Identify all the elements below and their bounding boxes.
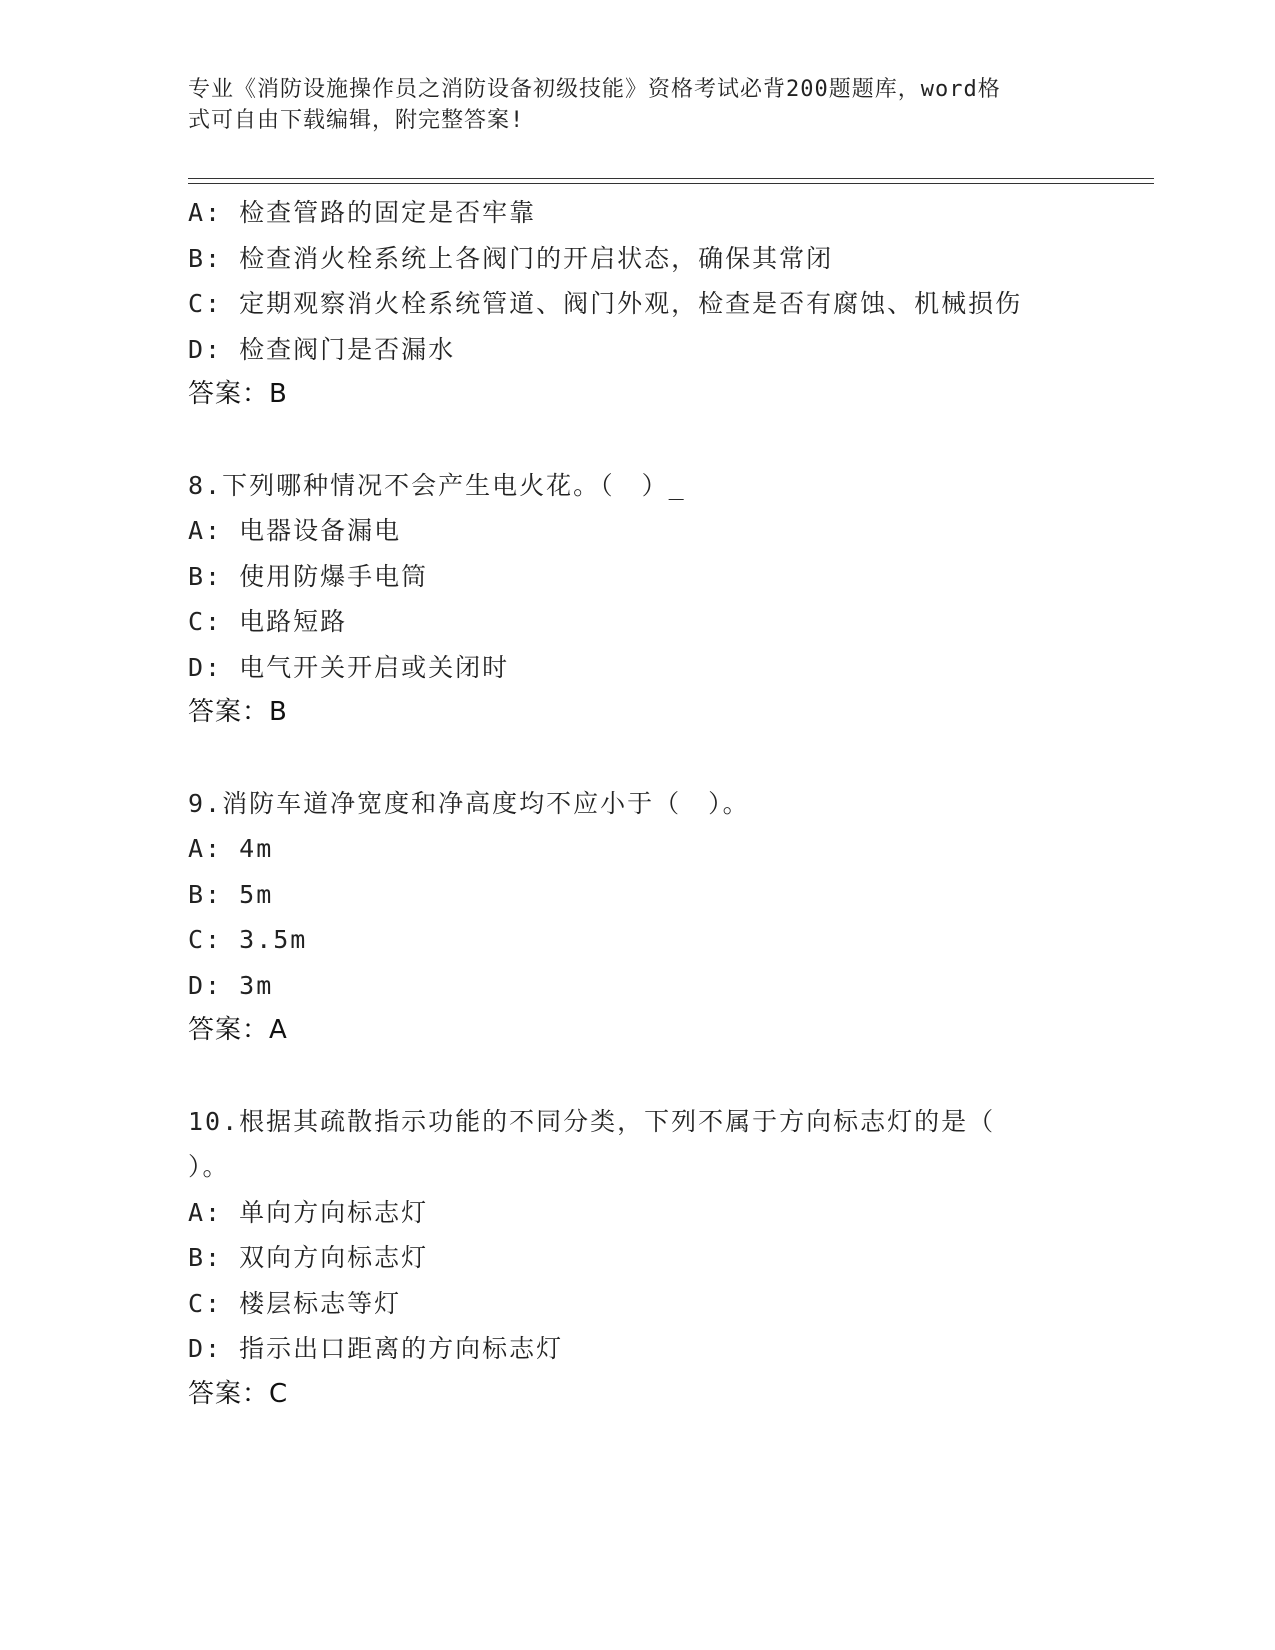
option-d: D: 3m: [188, 970, 274, 1000]
option-d: D: 电气开关开启或关闭时: [188, 652, 510, 682]
option-a: A: 电器设备漏电: [188, 516, 402, 545]
answer: 答案：B: [188, 379, 288, 409]
option-a: A: 单向方向标志灯: [188, 1197, 429, 1227]
question-8: [188, 463, 1088, 736]
question-stem: 8.下列哪种情况不会产生电火花。（ ）_: [188, 470, 686, 500]
question-list: [188, 190, 1088, 1417]
option-a: A: 检查管路的固定是否牢靠: [188, 198, 537, 227]
question-7: [188, 190, 1088, 418]
question-stem: 9.消防车道净宽度和净高度均不应小于（ ）。: [188, 788, 750, 818]
spacer: [188, 736, 1088, 781]
question-stem-line-1: 10.根据其疏散指示功能的不同分类，下列不属于方向标志灯的是（: [188, 1106, 996, 1136]
header-title-line-2: 式可自由下载编辑，附完整答案!: [188, 108, 525, 133]
option-c: C: 电路短路: [188, 607, 348, 636]
answer: 答案：B: [188, 697, 288, 727]
header-title-line-1: 专业《消防设施操作员之消防设备初级技能》资格考试必背200题题库，word格: [188, 77, 1001, 102]
question-9: [188, 781, 1088, 1054]
answer: 答案：C: [188, 1378, 289, 1409]
option-b: B: 双向方向标志灯: [188, 1243, 429, 1272]
header-divider-bottom: [188, 183, 1154, 184]
option-a: A: 4m: [188, 834, 274, 863]
spacer: [188, 1054, 1088, 1099]
document-header: [188, 74, 1068, 136]
option-c: C: 定期观察消火栓系统管道、阀门外观，检查是否有腐蚀、机械损伤: [188, 289, 1023, 318]
option-b: B: 检查消火栓系统上各阀门的开启状态，确保其常闭: [188, 243, 834, 273]
answer: 答案：A: [188, 1015, 288, 1045]
option-c: C: 3.5m: [188, 925, 308, 954]
spacer: [188, 418, 1088, 463]
header-divider-top: [188, 178, 1154, 179]
option-c: C: 楼层标志等灯: [188, 1288, 402, 1318]
option-d: D: 检查阀门是否漏水: [188, 334, 456, 364]
option-b: B: 5m: [188, 879, 274, 909]
question-stem-line-2: ）。: [188, 1152, 230, 1181]
option-d: D: 指示出口距离的方向标志灯: [188, 1334, 564, 1363]
question-10: [188, 1099, 1088, 1418]
option-b: B: 使用防爆手电筒: [188, 561, 429, 591]
